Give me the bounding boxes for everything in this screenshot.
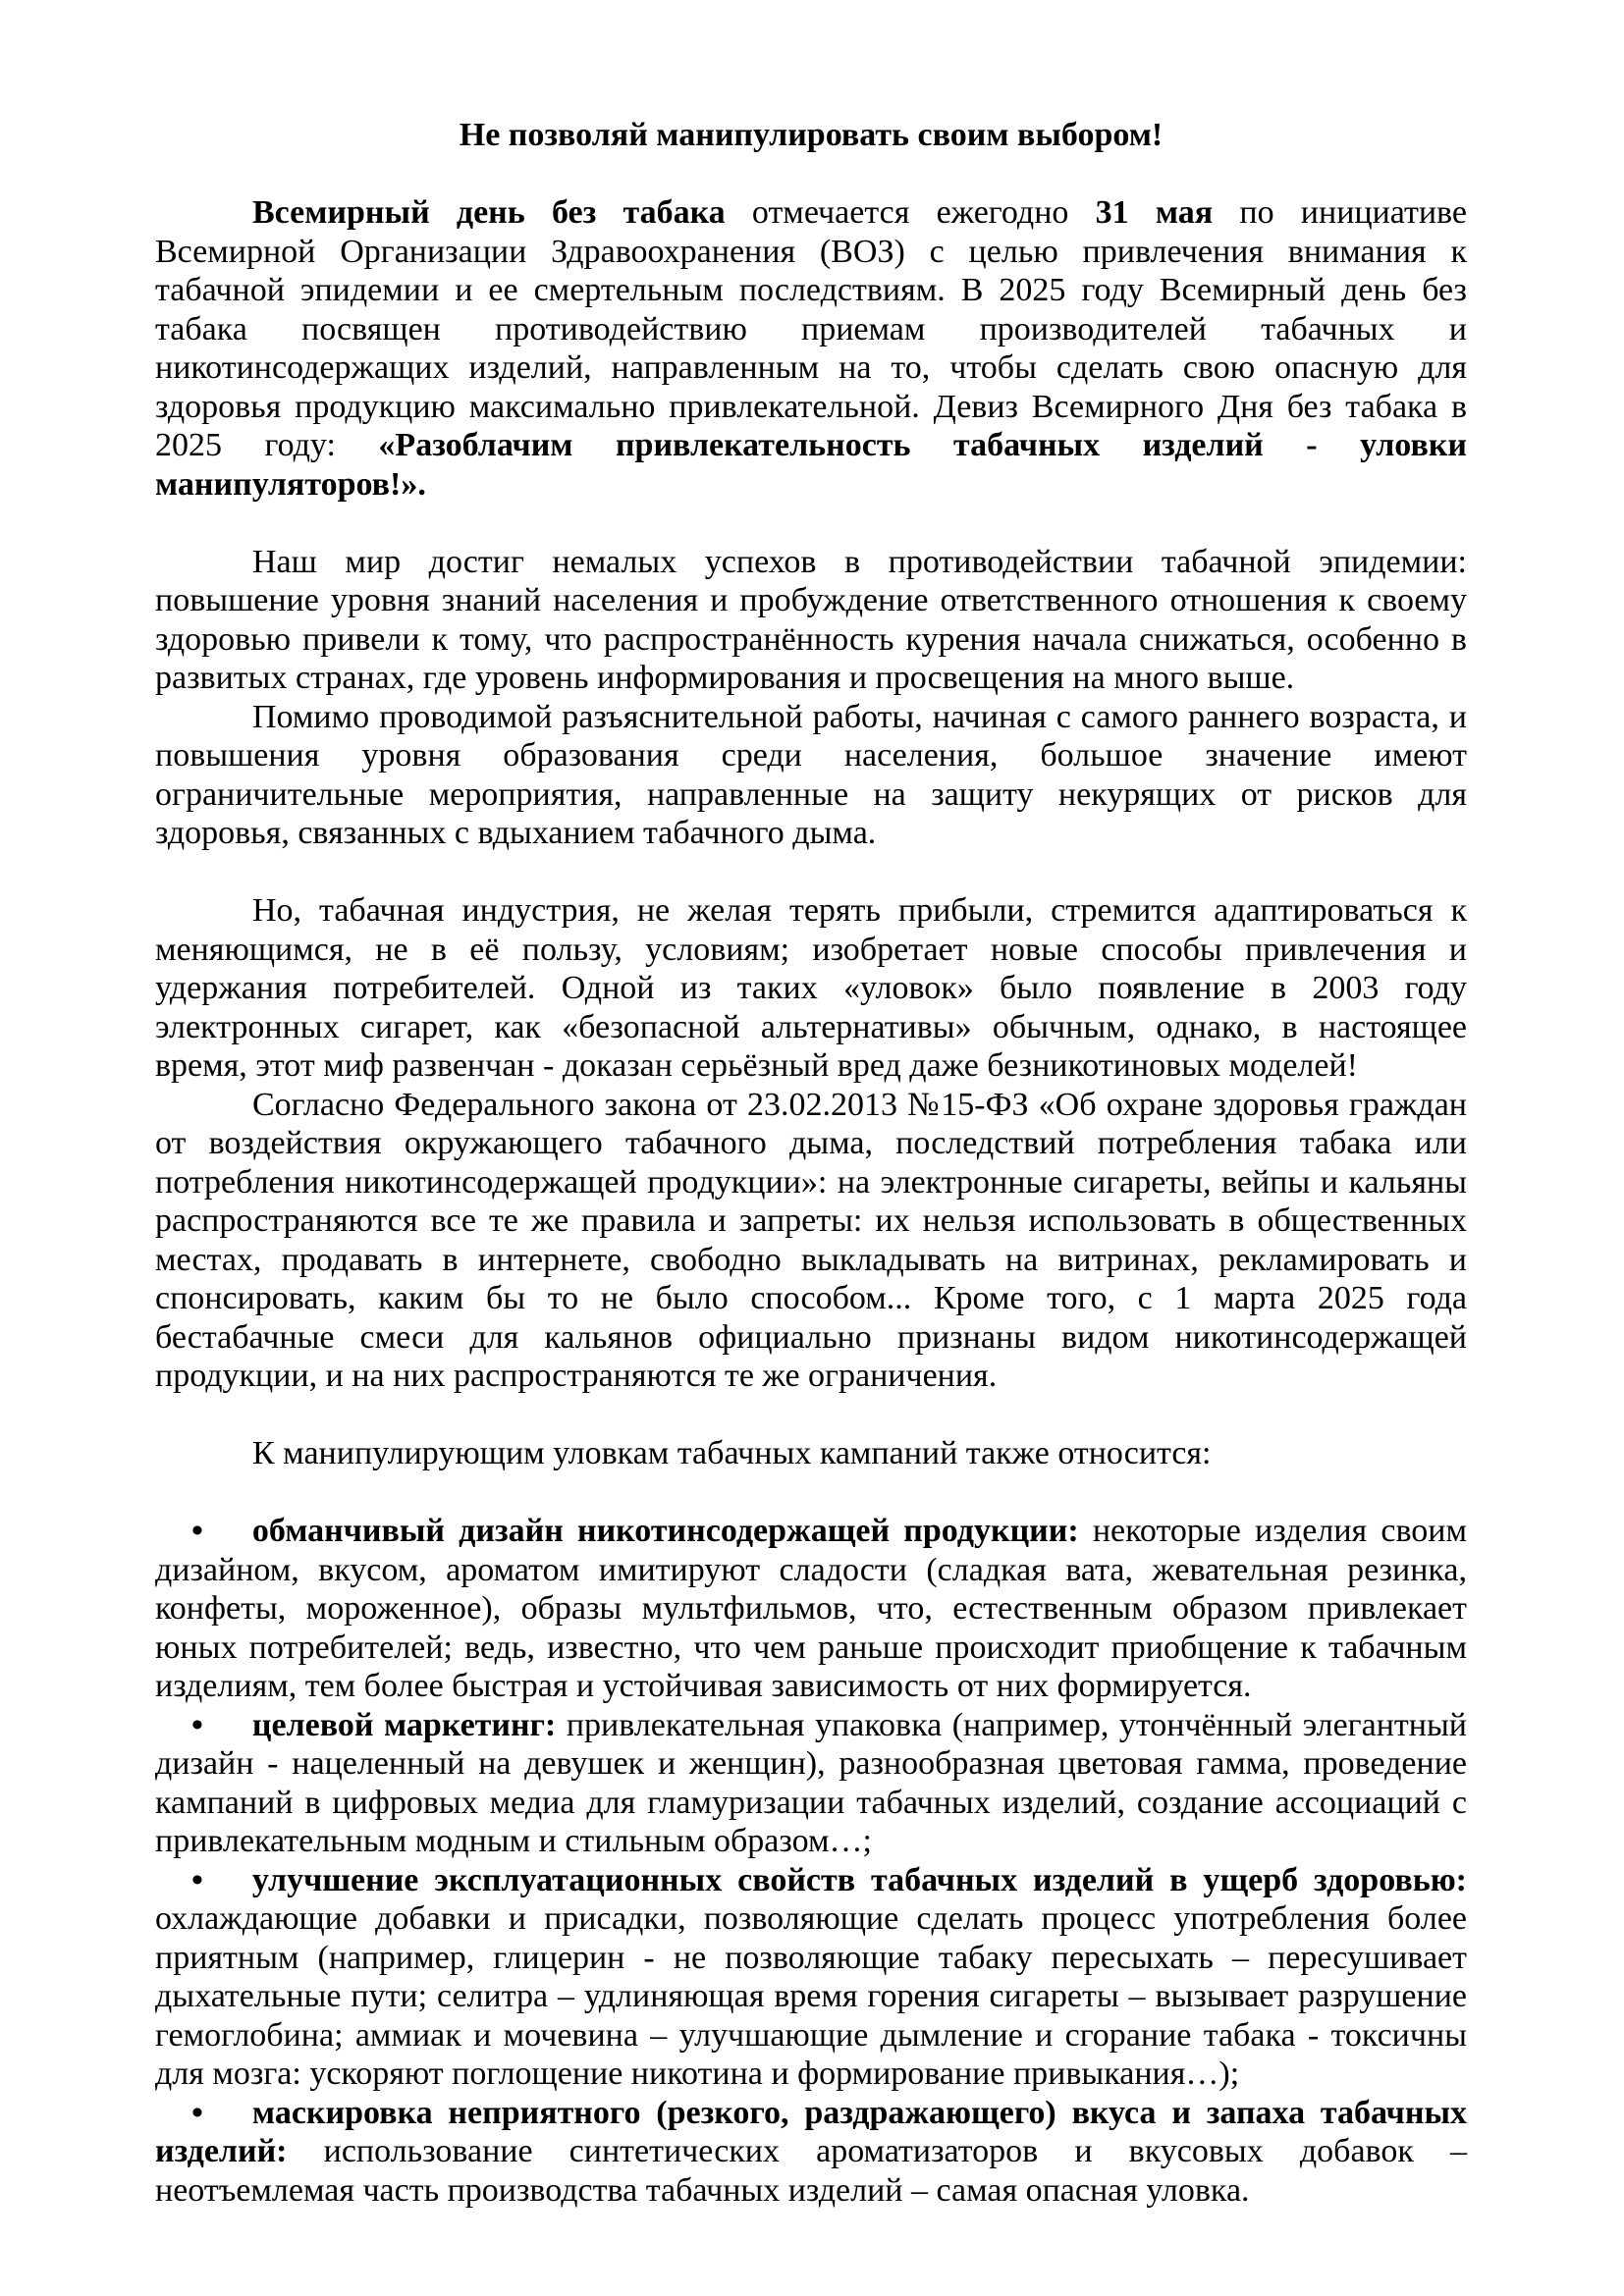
paragraph xyxy=(155,1434,1467,1473)
text-run: Наш мир достиг немалых успехов в противодействии табачной эпидемии: повышение уровня знаний населения и пробуждение ответственного отношения к своему здоровью привели к тому, что распространённость курения начала снижаться, особенно в развитых странах, где уровень информирования и просвещения на много выше. xyxy=(155,543,1467,696)
bold-text-run: целевой маркетинг: xyxy=(251,1706,557,1743)
paragraph xyxy=(155,891,1467,1086)
bold-text-run: 31 мая xyxy=(1095,194,1214,231)
bullet-icon: • xyxy=(191,1861,203,1898)
bold-text-run: улучшение эксплуатационных свойств табачных изделий в ущерб здоровью: xyxy=(251,1861,1467,1898)
bold-text-run: маскировка неприятного (резкого, раздражающего) вкуса и запаха табачных изделий: xyxy=(155,2094,1467,2169)
text-run: Но, табачная индустрия, не желая терять прибыли, стремится адаптироваться к меняющимся, не в её пользу, условиям; изобретает новые способы привлечения и удержания потребителей. Одной из таких «уловок» было появление в 2003 году электронных сигарет, как «безопасной альтернативы» обычным, однако, в настоящее время, этот миф развенчан - доказан серьёзный вред даже безникотиновых моделей! xyxy=(155,892,1467,1084)
paragraph xyxy=(155,1086,1467,1396)
bold-text-run: «Разоблачим привлекательность табачных изделий - уловки манипуляторов!». xyxy=(155,427,1467,503)
bold-text-run: обманчивый дизайн никотинсодержащей продукции: xyxy=(251,1513,1079,1549)
text-run: использование синтетических ароматизаторов и вкусовых добавок – неотъемлемая часть производства табачных изделий – самая опасная уловка. xyxy=(155,2133,1467,2209)
paragraph xyxy=(155,698,1467,853)
text-run: некоторые изделия своим дизайном, вкусом, ароматом имитируют сладости (сладкая вата, жевательная резинка, конфеты, мороженное), образы мультфильмов, что, естественным образом привлекает юных потребителей; ведь, известно, что чем раньше происходит приобщение к табачным изделиям, тем более быстрая и устойчивая зависимость от них формируется. xyxy=(155,1513,1467,1704)
bullet-item xyxy=(155,2094,1467,2211)
text-run: по инициативе Всемирной Организации Здравоохранения (ВОЗ) с целью привлечения внимания к табачной эпидемии и ее смертельным последствиям. В 2025 году Всемирный день без табака посвящен противодействию приемам производителей табачных и никотинсодержащих изделий, направленным на то, чтобы сделать свою опасную для здоровья продукцию максимально привлекательной. Девиз Всемирного Дня без табака в 2025 году: xyxy=(155,194,1467,463)
text-run: Помимо проводимой разъяснительной работы, начиная с самого раннего возраста, и повышения уровня образования среди населения, большое значение имеют ограничительные мероприятия, направленные на защиту некурящих от рисков для здоровья, связанных с вдыханием табачного дыма. xyxy=(155,698,1467,851)
bullet-item xyxy=(155,1706,1467,1861)
paragraph xyxy=(155,543,1467,698)
bullet-item xyxy=(155,1512,1467,1706)
document-title: Не позволяй манипулировать своим выбором! xyxy=(459,117,1164,153)
text-run: охлаждающие добавки и присадки, позволяющие сделать процесс употребления более приятным (например, глицерин - не позволяющие табаку пересыхать – пересушивает дыхательные пути; селитра – удлиняющая время горения сигареты – вызывает разрушение гемоглобина; аммиак и мочевина – улучшающие дымление и сгорание табака - токсичны для мозга: ускоряют поглощение никотина и формирование привыкания…); xyxy=(155,1900,1467,2092)
bullet-icon: • xyxy=(191,1706,203,1743)
text-run: К манипулирующим уловкам табачных кампаний также относится: xyxy=(252,1435,1212,1471)
bullet-item xyxy=(155,1861,1467,2094)
bold-text-run: Всемирный день без табака xyxy=(252,194,726,231)
text-run: отмечается ежегодно xyxy=(725,194,1096,231)
bullet-icon: • xyxy=(191,2094,203,2131)
text-run: привлекательная упаковка (например, утончённый элегантный дизайн - нацеленный на девушек и женщин), разнообразная цветовая гамма, проведение кампаний в цифровых медиа для гламуризации табачных изделий, создание ассоциаций с привлекательным модным и стильным образом…; xyxy=(155,1706,1467,1859)
bullet-icon: • xyxy=(191,1513,203,1549)
paragraph xyxy=(155,193,1467,504)
document-body xyxy=(155,193,1467,2210)
text-run: Согласно Федерального закона от 23.02.2013 №15-ФЗ «Об охране здоровья граждан от воздействия окружающего табачного дыма, последствий потребления табака или потребления никотинсодержащей продукции»: на электронные сигареты, вейпы и кальяны распространяются все те же правила и запреты: их нельзя использовать в общественных местах, продавать в интернете, свободно выкладывать на витринах, рекламировать и спонсировать, каким бы то не было способом... Кроме того, с 1 марта 2025 года бестабачные смеси для кальянов официально признаны видом никотинсодержащей продукции, и на них распространяются те же ограничения. xyxy=(155,1086,1467,1394)
